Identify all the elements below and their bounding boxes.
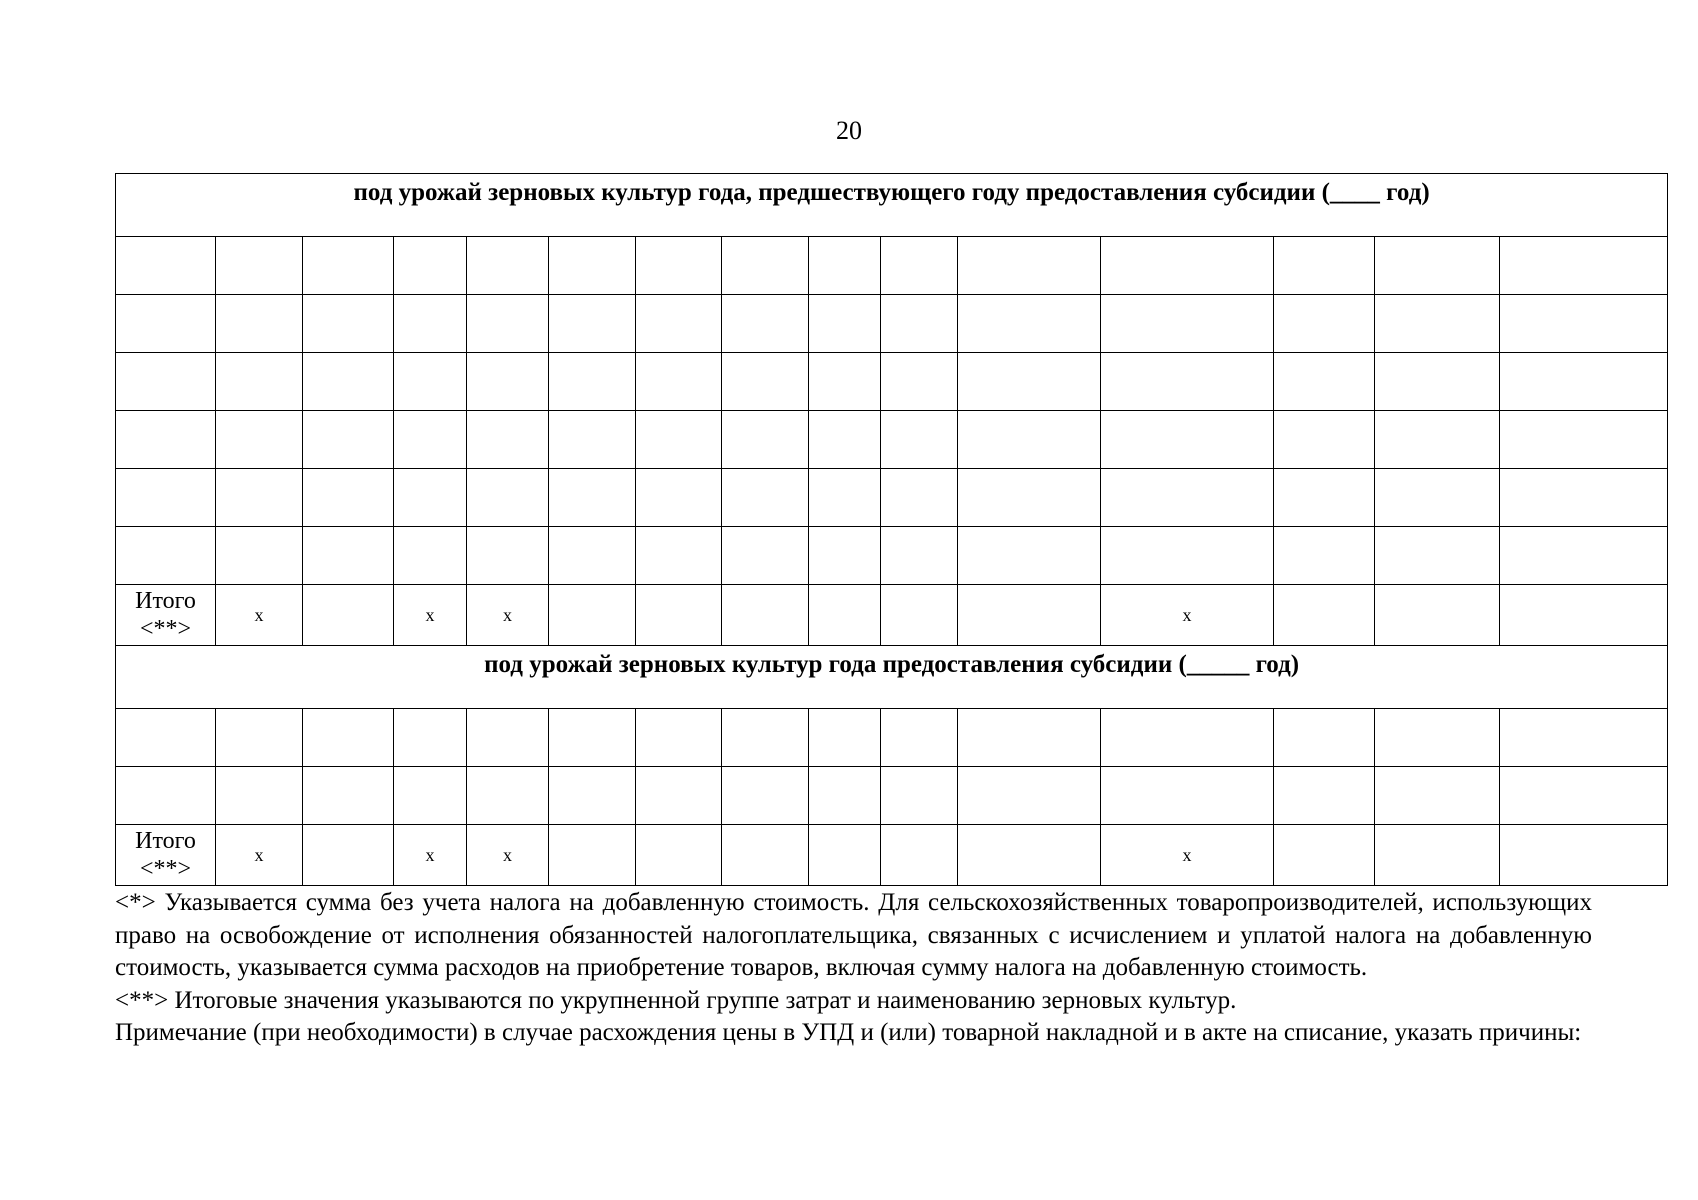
table-cell (1101, 469, 1274, 527)
table-cell (1274, 295, 1375, 353)
table-cell (809, 709, 881, 767)
table-cell (549, 709, 636, 767)
table-cell (394, 469, 467, 527)
table-row (116, 527, 1668, 585)
footnotes (115, 887, 1592, 1050)
table-cell (116, 469, 216, 527)
table-cell (467, 237, 549, 295)
table-cell (809, 825, 881, 886)
table-cell (394, 709, 467, 767)
table-cell (467, 411, 549, 469)
table-cell (881, 353, 958, 411)
footnote-vat: <*> Указывается сумма без учета налога на добавленную стоимость. Для сельскохозяйственных товаропроизводителей, использующих право на освобождение от исполнения обязанностей налогоплательщика, связанных с исчислением и уплатой налога на добавленную стоимость, указывается сумма расходов на приобретение товаров, включая сумму налога на добавленную стоимость. (115, 889, 1592, 981)
total-label: Итого <**> (116, 585, 216, 646)
table-cell (881, 825, 958, 886)
table-cell (958, 825, 1101, 886)
table-cell (1500, 825, 1668, 886)
table-cell (467, 295, 549, 353)
table-cell (1274, 237, 1375, 295)
table-cell (809, 767, 881, 825)
table-cell (1500, 585, 1668, 646)
table-cell (722, 469, 809, 527)
table-cell (809, 353, 881, 411)
table-cell (116, 709, 216, 767)
table-cell (958, 767, 1101, 825)
table-cell (636, 295, 722, 353)
table-cell (467, 353, 549, 411)
table-row (116, 237, 1668, 295)
table-cell (722, 295, 809, 353)
table-cell (549, 295, 636, 353)
table-cell (1375, 527, 1500, 585)
table-cell (549, 585, 636, 646)
table-cell (1500, 709, 1668, 767)
table-cell (116, 527, 216, 585)
section-heading-row (116, 646, 1668, 709)
table-cell (636, 237, 722, 295)
table-cell (216, 527, 303, 585)
table-cell (1274, 527, 1375, 585)
table-cell (303, 411, 394, 469)
table-cell (1500, 411, 1668, 469)
table-cell (1101, 709, 1274, 767)
table-cell (394, 295, 467, 353)
table-cell (549, 527, 636, 585)
table-cell (636, 411, 722, 469)
table-row (116, 295, 1668, 353)
table-cell (216, 237, 303, 295)
table-cell (1274, 709, 1375, 767)
na-mark: x (1101, 825, 1274, 886)
na-mark: x (216, 825, 303, 886)
table-cell (958, 527, 1101, 585)
table-cell (216, 295, 303, 353)
table-cell (881, 767, 958, 825)
table-cell (881, 585, 958, 646)
table-cell (722, 585, 809, 646)
table-cell (1375, 353, 1500, 411)
table-cell (116, 353, 216, 411)
table-body (116, 174, 1668, 886)
total-row (116, 585, 1668, 646)
table-cell (1375, 585, 1500, 646)
table-cell (958, 709, 1101, 767)
table-cell (394, 767, 467, 825)
section-heading-row (116, 174, 1668, 237)
table-cell (722, 825, 809, 886)
table-cell (958, 585, 1101, 646)
table-cell (958, 411, 1101, 469)
table-cell (722, 237, 809, 295)
table-cell (549, 353, 636, 411)
table-cell (216, 353, 303, 411)
table-cell (549, 825, 636, 886)
table-cell (809, 469, 881, 527)
table-cell (1274, 469, 1375, 527)
table-cell (636, 709, 722, 767)
table-cell (958, 469, 1101, 527)
table-cell (809, 527, 881, 585)
table-cell (1375, 295, 1500, 353)
table-cell (1375, 709, 1500, 767)
table-cell (1375, 237, 1500, 295)
table-cell (881, 411, 958, 469)
table-cell (116, 237, 216, 295)
table-cell (809, 237, 881, 295)
table-cell (394, 353, 467, 411)
table-cell (216, 767, 303, 825)
table-cell (303, 767, 394, 825)
table-cell (1500, 767, 1668, 825)
table-cell (1274, 411, 1375, 469)
table-cell (549, 767, 636, 825)
table-cell (1101, 411, 1274, 469)
table-cell (549, 469, 636, 527)
table-cell (394, 411, 467, 469)
table-cell (216, 709, 303, 767)
table-cell (303, 585, 394, 646)
table-row (116, 411, 1668, 469)
table-row (116, 353, 1668, 411)
table-cell (1274, 825, 1375, 886)
total-row (116, 825, 1668, 886)
table-cell (1101, 353, 1274, 411)
remark-note: Примечание (при необходимости) в случае расхождения цены в УПД и (или) товарной накладной и в акте на списание, указать причины: (115, 1019, 1582, 1046)
table-cell (809, 295, 881, 353)
table-cell (881, 295, 958, 353)
section-heading: под урожай зерновых культур года предоставления субсидии (_____ год) (116, 646, 1668, 709)
table-cell (636, 767, 722, 825)
section-heading: под урожай зерновых культур года, предшествующего году предоставления субсидии (____ год) (116, 174, 1668, 237)
table-cell (1101, 767, 1274, 825)
table-cell (881, 469, 958, 527)
table-cell (394, 237, 467, 295)
table-cell (467, 527, 549, 585)
page-number: 20 (836, 116, 862, 145)
table-cell (722, 527, 809, 585)
table-cell (1274, 767, 1375, 825)
table-cell (1375, 825, 1500, 886)
table-cell (636, 585, 722, 646)
table-cell (1500, 237, 1668, 295)
table-cell (303, 469, 394, 527)
table-cell (722, 709, 809, 767)
na-mark: x (216, 585, 303, 646)
table-cell (636, 825, 722, 886)
table-row (116, 469, 1668, 527)
total-label: Итого <**> (116, 825, 216, 886)
table-cell (1500, 469, 1668, 527)
table-cell (467, 767, 549, 825)
table-cell (636, 469, 722, 527)
footnote-totals: <**> Итоговые значения указываются по укрупненной группе затрат и наименованию зерновых культур. (115, 986, 1237, 1014)
table-cell (1375, 469, 1500, 527)
table-cell (881, 709, 958, 767)
table-cell (467, 469, 549, 527)
table-cell (303, 527, 394, 585)
table-row (116, 709, 1668, 767)
table-cell (116, 411, 216, 469)
na-mark: x (394, 825, 467, 886)
table-cell (809, 411, 881, 469)
table-cell (467, 709, 549, 767)
na-mark: x (467, 825, 549, 886)
table-cell (303, 237, 394, 295)
table-cell (116, 295, 216, 353)
na-mark: x (1101, 585, 1274, 646)
table-cell (549, 411, 636, 469)
table-cell (1500, 295, 1668, 353)
table-cell (1274, 353, 1375, 411)
table-cell (958, 295, 1101, 353)
table-cell (1500, 353, 1668, 411)
table-cell (722, 767, 809, 825)
expenses-table (115, 173, 1668, 886)
na-mark: x (467, 585, 549, 646)
table-cell (636, 527, 722, 585)
table-cell (116, 767, 216, 825)
table-cell (303, 825, 394, 886)
table-cell (958, 353, 1101, 411)
table-cell (722, 353, 809, 411)
na-mark: x (394, 585, 467, 646)
table-cell (636, 353, 722, 411)
table-cell (1375, 411, 1500, 469)
table-cell (1101, 295, 1274, 353)
table-cell (881, 527, 958, 585)
table-row (116, 767, 1668, 825)
table-cell (216, 469, 303, 527)
table-cell (394, 527, 467, 585)
table-cell (303, 295, 394, 353)
table-cell (303, 353, 394, 411)
table-cell (1274, 585, 1375, 646)
table-cell (303, 709, 394, 767)
table-cell (722, 411, 809, 469)
table-cell (216, 411, 303, 469)
table-cell (1101, 527, 1274, 585)
table-cell (1500, 527, 1668, 585)
table-cell (549, 237, 636, 295)
table-cell (1101, 237, 1274, 295)
table-cell (958, 237, 1101, 295)
table-cell (881, 237, 958, 295)
table-cell (1375, 767, 1500, 825)
table-cell (809, 585, 881, 646)
